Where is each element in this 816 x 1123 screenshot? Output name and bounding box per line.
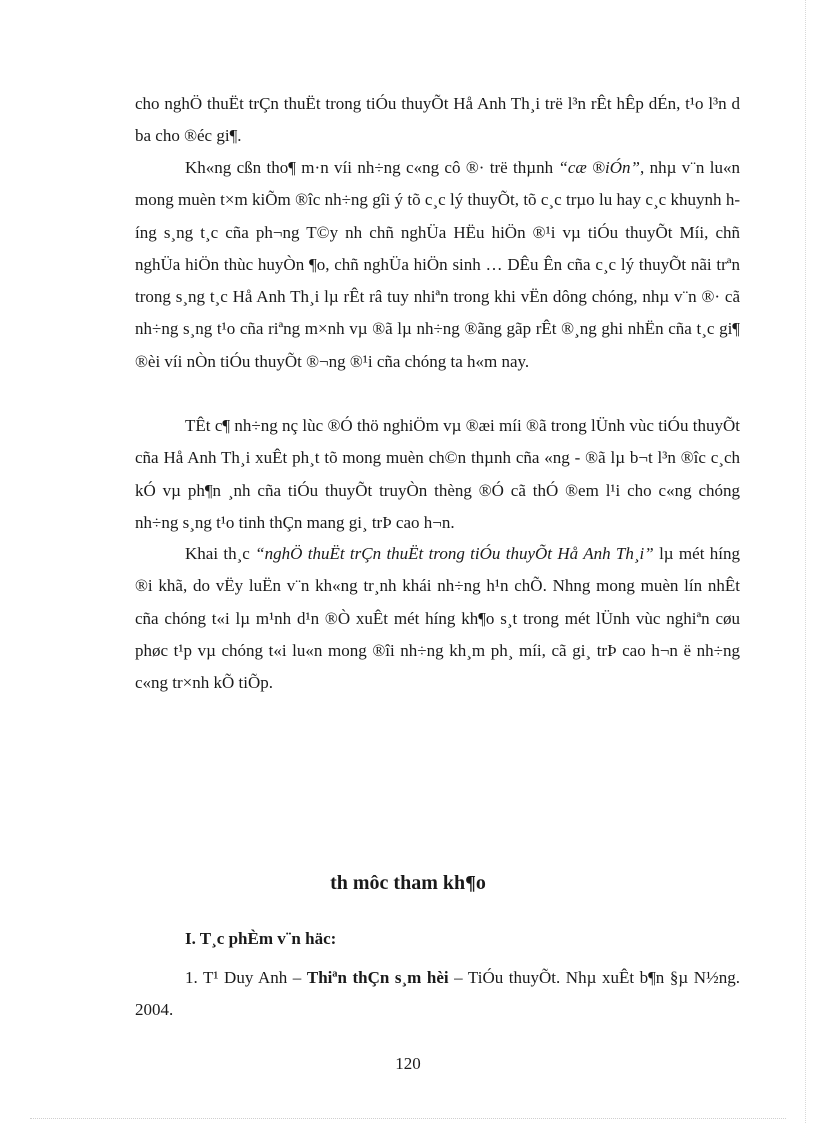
paragraph-4-text-a: Khai th¸c xyxy=(185,544,256,563)
paragraph-2 xyxy=(135,152,740,378)
page-bottom-border xyxy=(30,1118,786,1119)
page-right-border xyxy=(805,0,806,1123)
references-heading: th môc tham kh¶o xyxy=(330,872,486,894)
paragraph-3-text: TÊt c¶ nh÷ng nç lùc ®Ó thö nghiÖm vµ ®æi míi ®ã trong lÜnh vùc tiÓu thuyÕt cña Hå Anh Th¸i xuÊt ph¸t tõ mong muèn ch©n thµnh cña «ng - ®ã lµ b¬t l³n ®îc c¸ch kÓ vµ ph¶n ¸nh cña tiÓu thuyÕt truyÒn thèng ®Ó cã thÓ ®em l¹i cho c«ng chóng nh÷ng s¸ng t¹o tinh thÇn mang gi¸ trÞ cao h¬n. xyxy=(135,416,740,532)
reference-title: Thiªn thÇn s¸m hèi xyxy=(306,968,449,987)
paragraph-1 xyxy=(135,88,740,153)
paragraph-3 xyxy=(135,410,740,539)
paragraph-4 xyxy=(135,538,740,699)
reference-author: T¹ Duy Anh – xyxy=(203,968,307,987)
reference-item xyxy=(135,962,740,1027)
paragraph-2-italic: “cæ ®iÓn” xyxy=(558,158,640,177)
paragraph-2-text-b: , nhµ v¨n lu«n mong muèn t×m kiÕm ®îc nh÷ng gîi ý tõ c¸c lý thuyÕt, tõ c¸c trµo lu hay c¸c khuynh híng s¸ng t¸c cña ph¬ng T©y nh chñ nghÜa HËu hiÖn ®¹i vµ tiÓu thuyÕt Míi, chñ nghÜa hiÖn thùc huyÒn ¶o, chñ nghÜa hiÖn sinh … DÊu Ên cña c¸c lý thuyÕt nãi trªn trong s¸ng t¸c Hå Anh Th¸i lµ rÊt râ tuy nhiªn trong khi vËn dông chóng, nhµ v¨n ®· cã nh÷ng s¸ng t¹o cña riªng m×nh vµ ®ã lµ nh÷ng ®ãng gãp rÊt ®¸ng ghi nhËn cña t¸c gi¶ ®èi víi nÒn tiÓu thuyÕt ®¬ng ®¹i cña chóng ta h«m nay. xyxy=(135,158,740,371)
paragraph-2-text-a: Kh«ng cßn tho¶ m·n víi nh÷ng c«ng cô ®· trë thµnh xyxy=(185,158,559,177)
paragraph-4-text-b: lµ mét híng ®i khã, do vËy luËn v¨n kh«ng tr¸nh khái nh÷ng h¹n chÕ. Nhng mong muèn lín nhÊt cña chóng t«i lµ m¹nh d¹n ®Ò xuÊt mét híng kh¶o s¸t trong mét lÜnh vùc nghiªn cøu phøc t¹p vµ chóng t«i lu«n mong ®îi nh÷ng kh¸m ph¸ míi, cã gi¸ trÞ cao h¬n ë nh÷ng c«ng tr×nh kÕ tiÕp. xyxy=(135,544,740,693)
reference-number: 1. xyxy=(185,968,204,987)
references-section-title: I. T¸c phÈm v¨n häc: xyxy=(185,929,337,948)
paragraph-1-text: cho nghÖ thuËt trÇn thuËt trong tiÓu thuyÕt Hå Anh Th¸i trë l³n rÊt hÊp dÉn, t¹o l³n d ba cho ®éc gi¶. xyxy=(135,94,740,146)
reference-details: – TiÓu thuyÕt. Nhµ xuÊt b¶n §µ N½ng. 2004. xyxy=(135,968,741,1020)
page-number: 120 xyxy=(395,1054,421,1073)
paragraph-4-italic: “nghÖ thuËt trÇn thuËt trong tiÓu thuyÕt Hå Anh Th¸i” xyxy=(255,544,654,563)
